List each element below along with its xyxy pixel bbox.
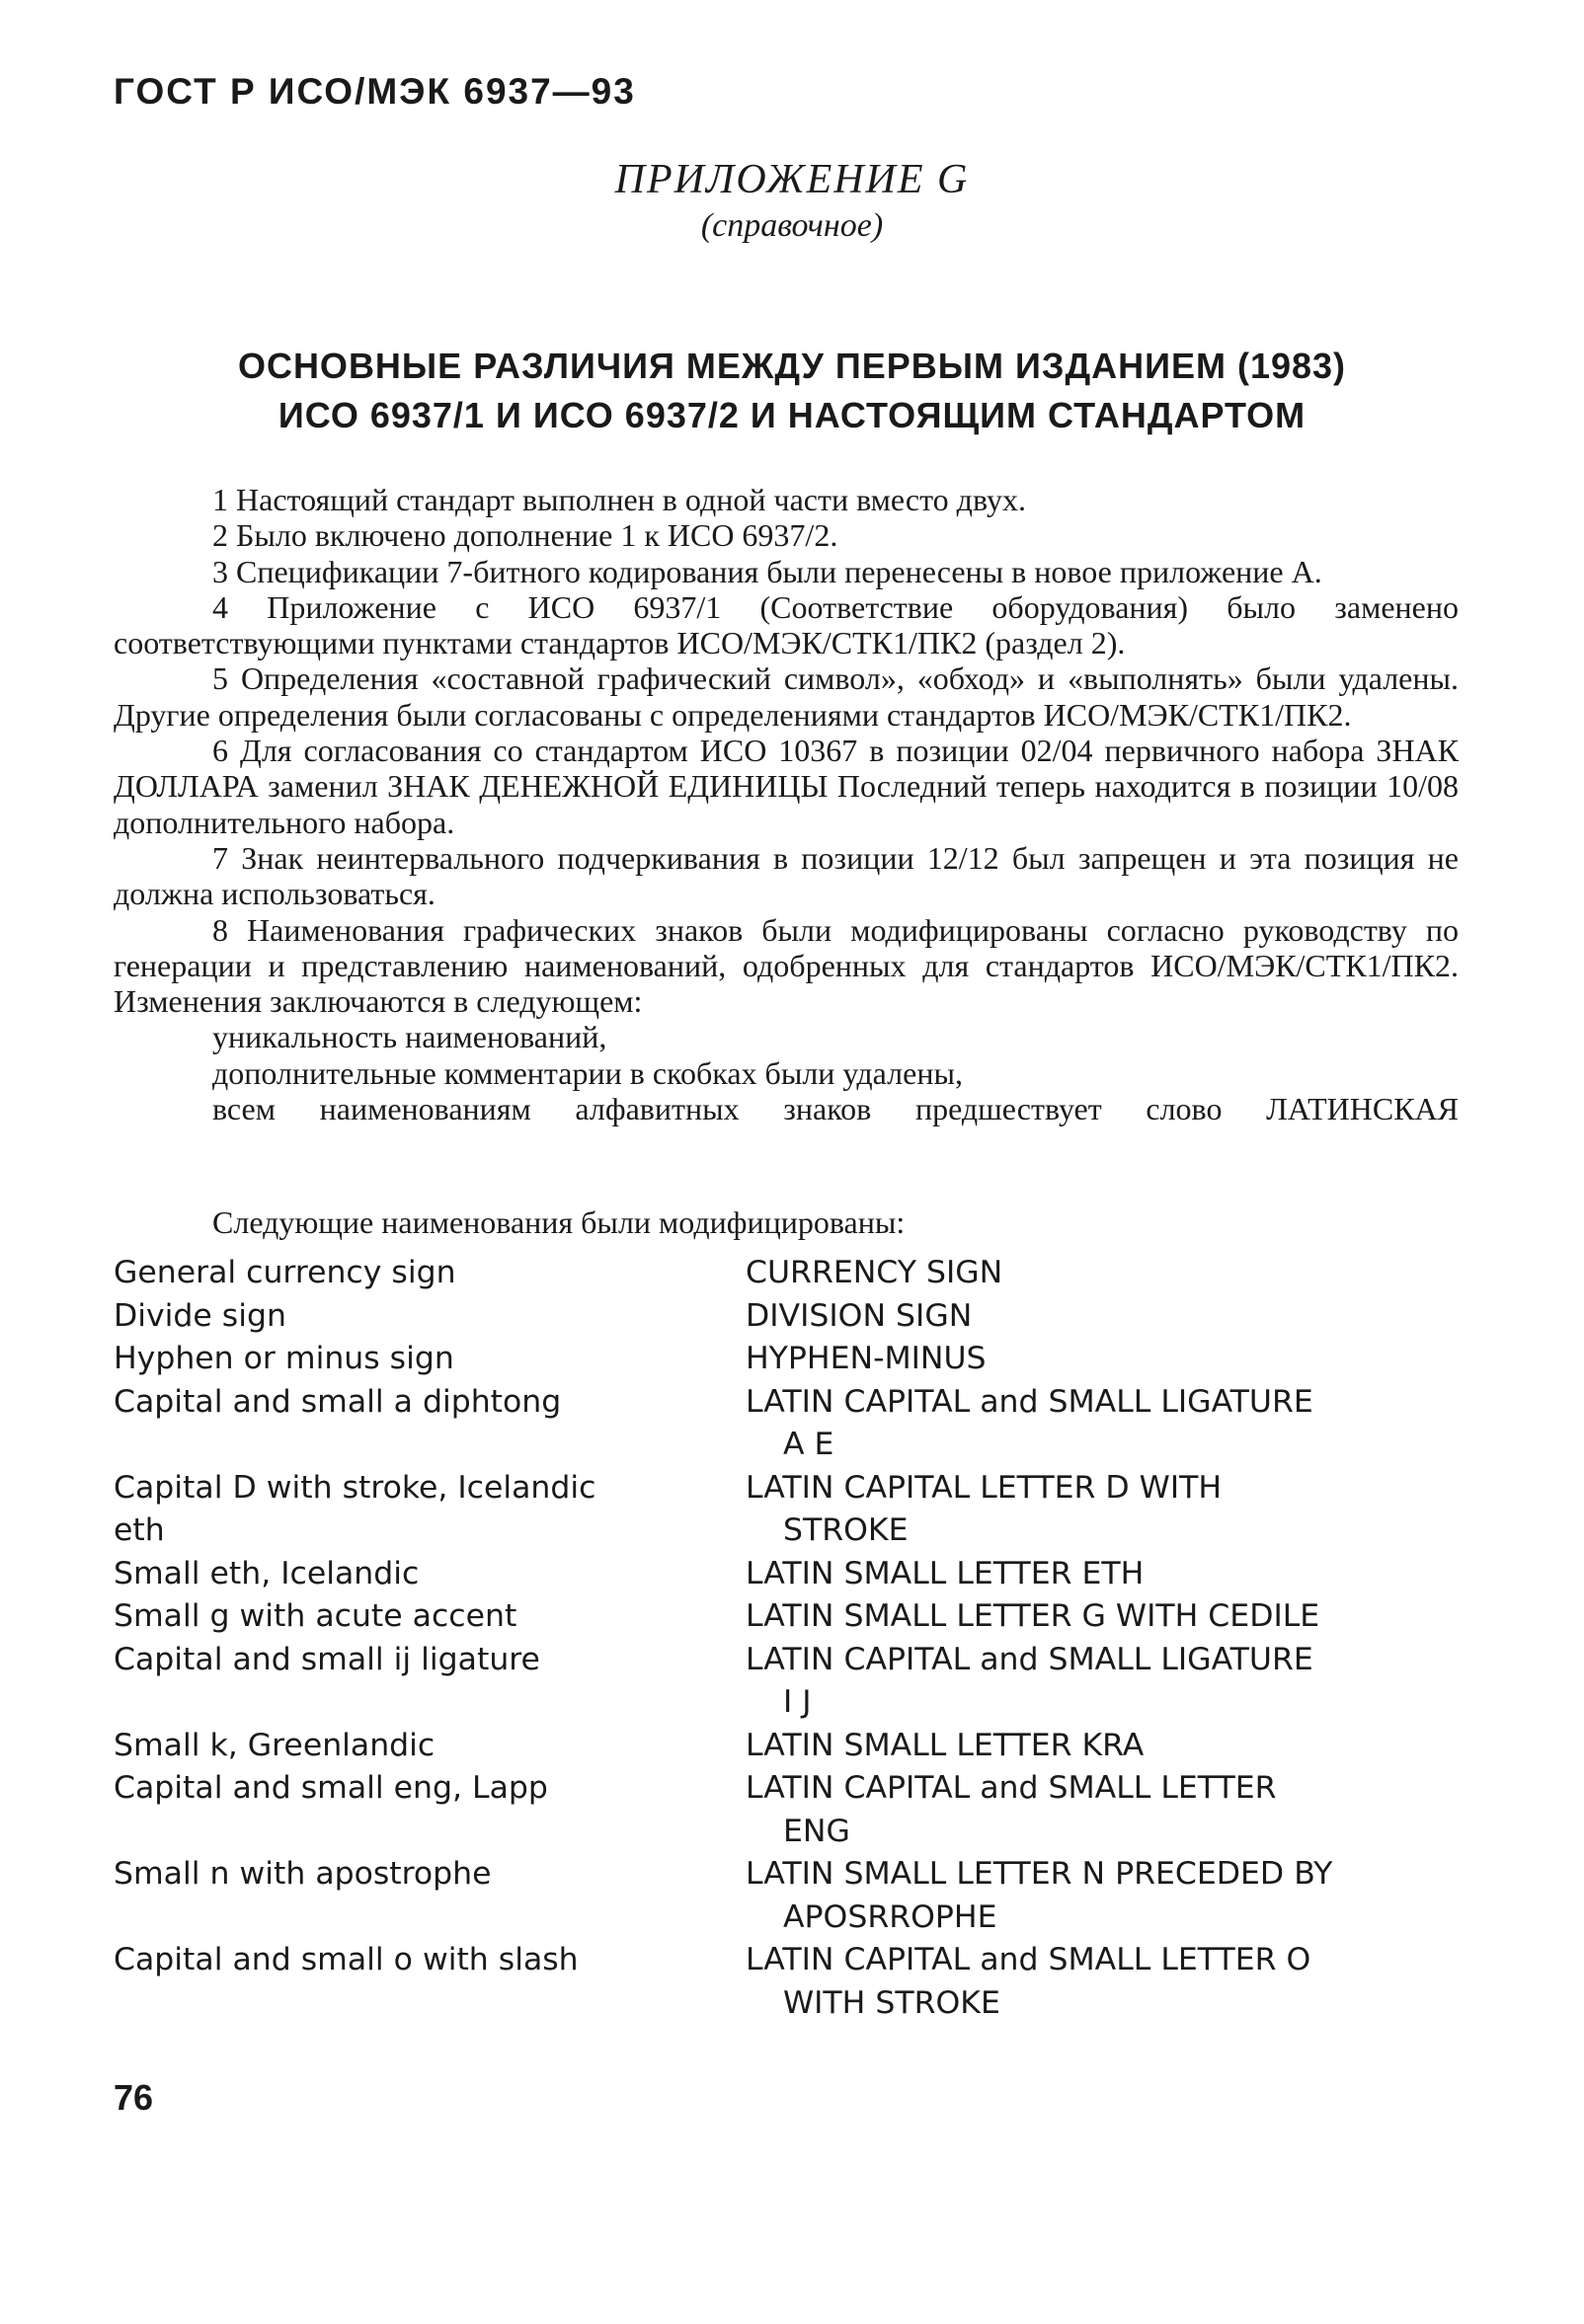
new-name-line: LATIN CAPITAL and SMALL LETTER O — [746, 1942, 1311, 1977]
new-name-cell — [746, 1252, 1476, 1295]
table-row — [114, 1252, 1476, 1295]
table-row — [114, 1553, 1476, 1596]
names-table — [114, 1252, 1476, 2025]
list-item: уникальность наименований, — [212, 1019, 607, 1055]
appendix-title: ПРИЛОЖЕНИЕ G — [614, 157, 970, 202]
old-name-line: Capital and small o with slash — [114, 1942, 579, 1977]
table-row — [114, 1639, 1476, 1725]
table-row — [114, 1381, 1476, 1467]
new-name-line: LATIN CAPITAL LETTER D WITH — [746, 1469, 1223, 1506]
new-name-cell — [746, 1939, 1476, 2025]
old-name-cell — [114, 1252, 746, 1295]
old-name-cell — [114, 1381, 746, 1467]
old-name-line: General currency sign — [114, 1255, 456, 1290]
table-row — [114, 1595, 1476, 1639]
new-name-cell — [746, 1381, 1476, 1467]
list-item: дополнительные комментарии в скобках были удалены, — [212, 1054, 963, 1091]
old-name-cell — [114, 1595, 746, 1639]
old-name-line: Divide sign — [114, 1297, 286, 1334]
old-name-line: Capital and small eng, Lapp — [114, 1770, 548, 1806]
new-name-cell — [746, 1767, 1476, 1853]
paragraph-7: 7 Знак неинтервального подчеркивания в позиции 12/12 был запрещен и эта позиция не должна использоваться. — [114, 839, 1459, 912]
table-row — [114, 1853, 1476, 1939]
old-name-line: Small g with acute accent — [114, 1598, 517, 1634]
old-name-cell — [114, 1939, 746, 2025]
new-name-line: A E — [783, 1427, 834, 1462]
old-name-cell — [114, 1853, 746, 1939]
paragraph-5: 5 Определения «составной графический символ», «обход» и «выполнять» были удалены. Другие определения были согласованы с определениями стандартов ИСО/МЭК/СТК1/ПК2. — [114, 660, 1459, 733]
new-name-cell — [746, 1725, 1476, 1768]
section-title — [0, 342, 1584, 440]
list-item: всем наименованиям алфавитных знаков предшествует слово ЛАТИНСКАЯ — [212, 1091, 1459, 1127]
new-name-cell — [746, 1338, 1476, 1381]
old-name-cell — [114, 1767, 746, 1853]
new-name-line: HYPHEN-MINUS — [746, 1341, 987, 1376]
old-name-line: Capital and small a diphtong — [114, 1383, 562, 1420]
old-name-cell — [114, 1338, 746, 1381]
new-name-line: LATIN SMALL LETTER G WITH CEDILE — [746, 1598, 1320, 1634]
old-name-cell — [114, 1639, 746, 1725]
new-name-line: LATIN CAPITAL and SMALL LIGATURE — [746, 1383, 1313, 1420]
new-name-line: WITH STROKE — [783, 1984, 1000, 2021]
table-row — [114, 1467, 1476, 1553]
new-name-cell — [746, 1467, 1476, 1553]
old-name-line: Capital D with stroke, Icelandic — [114, 1469, 596, 1506]
old-name-cell — [114, 1553, 746, 1596]
appendix-note: (справочное) — [700, 207, 884, 244]
new-name-line: ENG — [783, 1813, 850, 1849]
new-name-line: LATIN SMALL LETTER N PRECEDED BY — [746, 1856, 1333, 1892]
old-name-line: Small k, Greenlandic — [114, 1727, 436, 1763]
paragraph-1: 1 Настоящий стандарт выполнен в одной части вместо двух. — [212, 482, 1026, 517]
table-row — [114, 1767, 1476, 1853]
old-name-cell — [114, 1467, 746, 1553]
paragraph-8: 8 Наименования графических знаков были модифицированы согласно руководству по генерации и представлению наименований, одобренных для стандартов ИСО/МЭК/СТК1/ПК2. Изменения заключаются в следующем: — [114, 911, 1459, 1020]
page-number: 76 — [114, 2077, 154, 2118]
section-title-line-2: ИСО 6937/1 И ИСО 6937/2 И НАСТОЯЩИМ СТАНДАРТОМ — [277, 395, 1307, 435]
new-name-line: CURRENCY SIGN — [746, 1255, 1003, 1290]
new-name-line: STROKE — [783, 1512, 909, 1548]
names-table-body — [114, 1252, 1476, 2025]
table-row — [114, 1295, 1476, 1339]
paragraph-2: 2 Было включено дополнение 1 к ИСО 6937/2. — [212, 517, 838, 554]
old-name-line: Hyphen or minus sign — [114, 1341, 454, 1376]
new-name-cell — [746, 1553, 1476, 1596]
paragraph-6: 6 Для согласования со стандартом ИСО 10367 в позиции 02/04 первичного набора ЗНАК ДОЛЛАРА заменил ЗНАК ДЕНЕЖНОЙ ЕДИНИЦЫ Последний теперь находится в позиции 10/08 дополнительного набора. — [114, 733, 1459, 840]
standard-header: ГОСТ Р ИСО/МЭК 6937—93 — [114, 71, 636, 112]
new-name-cell — [746, 1853, 1476, 1939]
new-name-line: I J — [783, 1684, 812, 1720]
new-name-line: LATIN CAPITAL and SMALL LETTER — [746, 1770, 1277, 1806]
old-name-line: Small n with apostrophe — [114, 1856, 492, 1892]
differences-list — [114, 482, 1459, 1126]
old-name-line: eth — [114, 1512, 165, 1548]
modified-names-intro: Следующие наименования были модифицированы: — [212, 1204, 906, 1240]
old-name-line: Capital and small ij ligature — [114, 1641, 540, 1677]
new-name-line: APOSRROPHE — [783, 1898, 997, 1935]
table-row — [114, 1725, 1476, 1768]
new-name-line: LATIN SMALL LETTER KRA — [746, 1727, 1145, 1763]
name-changes-list — [114, 1019, 1459, 1126]
section-title-line-1: ОСНОВНЫЕ РАЗЛИЧИЯ МЕЖДУ ПЕРВЫМ ИЗДАНИЕМ (1983) — [237, 346, 1347, 386]
new-name-line: LATIN SMALL LETTER ETH — [746, 1555, 1145, 1591]
new-name-cell — [746, 1295, 1476, 1339]
old-name-cell — [114, 1295, 746, 1339]
paragraph-3: 3 Спецификации 7-битного кодирования были перенесены в новое приложение А. — [212, 553, 1322, 589]
new-name-line: LATIN CAPITAL and SMALL LIGATURE — [746, 1641, 1313, 1677]
new-name-cell — [746, 1595, 1476, 1639]
old-name-cell — [114, 1725, 746, 1768]
table-row — [114, 1939, 1476, 2025]
paragraph-4: 4 Приложение с ИСО 6937/1 (Соответствие оборудования) было заменено соответствующими пунктами стандартов ИСО/МЭК/СТК1/ПК2 (раздел 2). — [114, 588, 1459, 661]
new-name-cell — [746, 1639, 1476, 1725]
table-row — [114, 1338, 1476, 1381]
new-name-line: DIVISION SIGN — [746, 1297, 973, 1334]
old-name-line: Small eth, Icelandic — [114, 1555, 420, 1591]
